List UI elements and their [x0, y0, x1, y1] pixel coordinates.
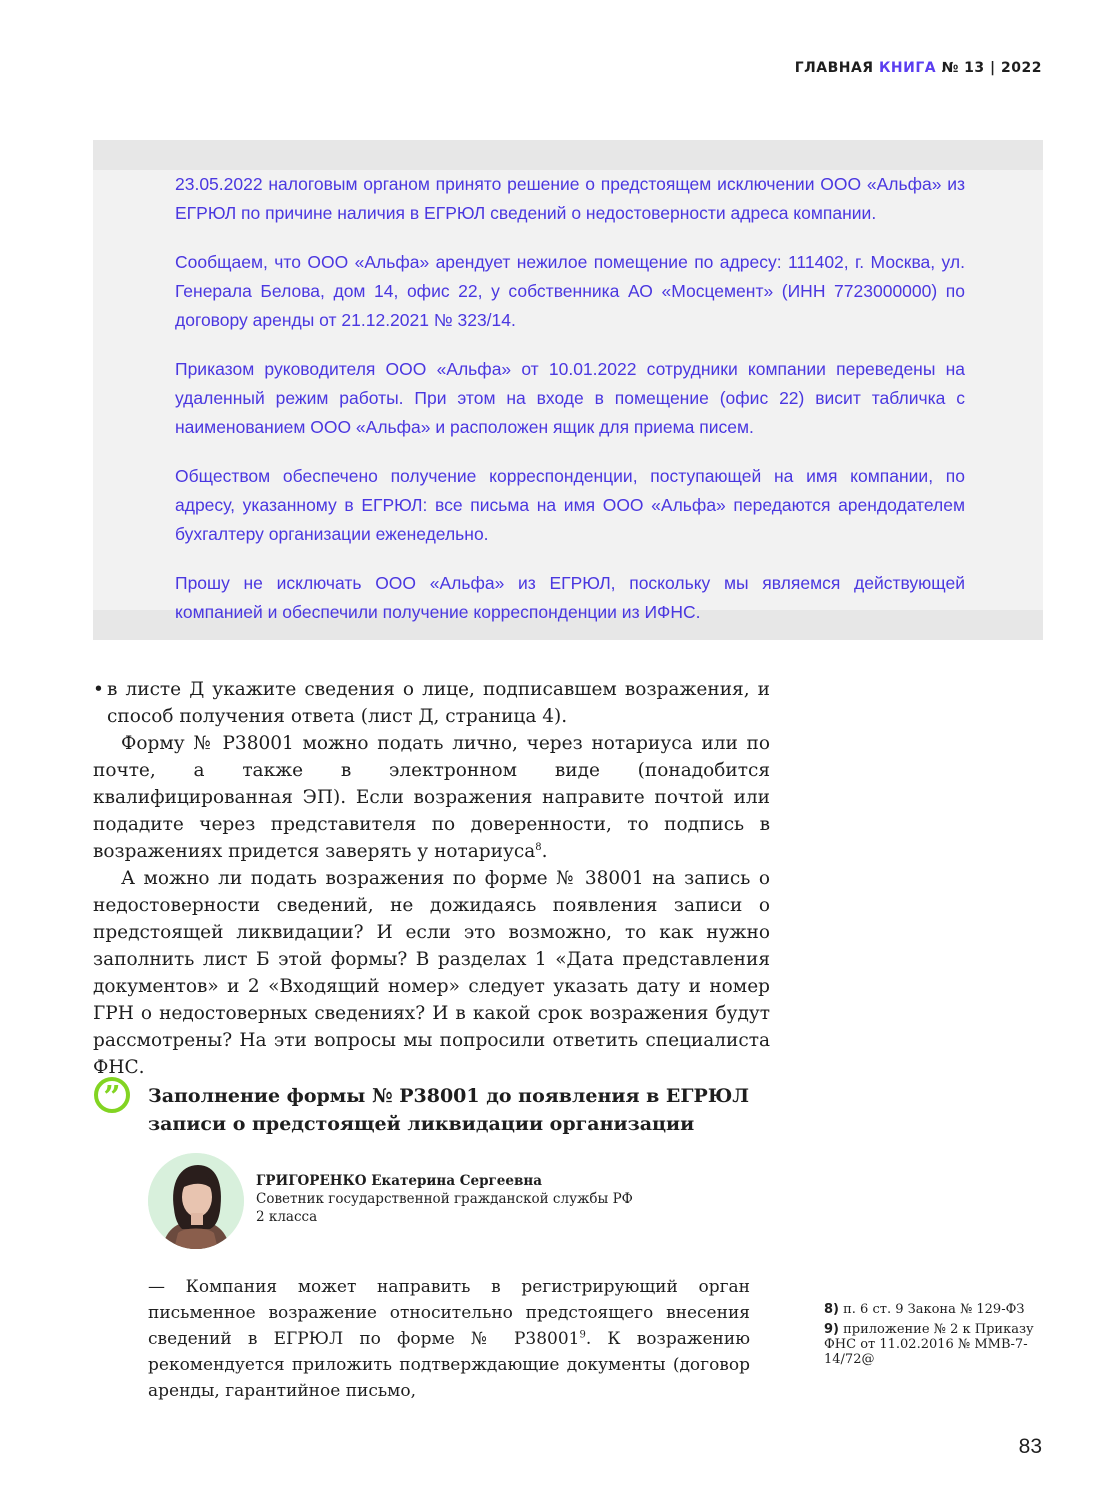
letter-paragraph: Сообщаем, что ООО «Альфа» арендует нежилое помещение по адресу: 111402, г. Москва, ул. Генерала Белова, дом 14, офис 22, у собственника АО «Мосцемент» (ИНН 7723000000) по договору аренды от 21.12.2021 № 323/14. — [175, 252, 965, 330]
answer-text-cont: . К возражению рекомендуется приложить подтверждающие документы (договор аренды, гарантийное письмо, — [148, 1329, 750, 1401]
quote-icon — [94, 1077, 130, 1113]
expert-info — [256, 1172, 676, 1226]
quote-glyph: ” — [103, 1080, 121, 1115]
expert-answer — [148, 1274, 750, 1404]
list-item — [93, 676, 770, 730]
footnote-item — [824, 1302, 1044, 1317]
letter-paragraph: Прошу не исключать ООО «Альфа» из ЕГРЮЛ, поскольку мы являемся действующей компанией и обеспечили получение корреспонденции из ИФНС. — [175, 573, 965, 622]
expert-title-rank: 2 класса — [256, 1209, 318, 1225]
expert-portrait — [148, 1153, 244, 1249]
letter-body — [175, 170, 965, 647]
letter-paragraph: Обществом обеспечено получение корреспонденции, поступающей на имя компании, по адресу, указанному в ЕГРЮЛ: все письма на имя ООО «Альфа» передаются арендодателем бухгалтеру организации еженедельно. — [175, 466, 965, 544]
header-title: ГЛАВНАЯ — [794, 60, 879, 76]
answer-text: — Компания может направить в регистрирующий орган письменное возражение относительно предстоящего внесения сведений в ЕГРЮЛ по форме № Р38001 — [148, 1277, 750, 1349]
footnotes — [824, 1302, 1044, 1372]
sample-letter-box — [93, 140, 1043, 640]
avatar — [148, 1153, 244, 1249]
section-heading: Заполнение формы № Р38001 до появления в ЕГРЮЛ записи о предстоящей ликвидации организации — [148, 1085, 750, 1135]
list-item-text: в листе Д укажите сведения о лице, подписавшем возражения, и способ получения ответа (лист Д, страница 4). — [107, 679, 770, 727]
paragraph-end: . — [541, 841, 548, 862]
expert-name: ГРИГОРЕНКО Екатерина Сергеевна — [256, 1173, 542, 1189]
page-number: 83 — [1018, 1435, 1042, 1458]
paragraph-text: Форму № Р38001 можно подать лично, через нотариуса или по почте, а также в электронном виде (понадобится квалифицированная ЭП). Если возражения направите почтой или подадите через представителя по доверенности, то подпись в возражениях придется заверять у нотариуса — [93, 733, 770, 862]
footnote-ref: 9 — [579, 1329, 586, 1341]
letter-paragraph: 23.05.2022 налоговым органом принято решение о предстоящем исключении ООО «Альфа» из ЕГРЮЛ по причине наличия в ЕГРЮЛ сведений о недостоверности адреса компании. — [175, 174, 965, 223]
footnote-ref: 8 — [535, 841, 542, 853]
answer-paragraph — [148, 1274, 750, 1404]
letter-paragraph: Приказом руководителя ООО «Альфа» от 10.01.2022 сотрудники компании переведены на удаленный режим работы. При этом на входе в помещение (офис 22) висит табличка с наименованием ООО «Альфа» и расположен ящик для приема писем. — [175, 359, 965, 437]
header-issue: № 13 | 2022 — [936, 60, 1042, 76]
bullet-icon: • — [93, 679, 104, 700]
letter-top-edge — [93, 140, 1043, 170]
header-title-accent: КНИГА — [878, 60, 937, 76]
footnote-number: 8) — [824, 1302, 839, 1317]
footnote-number: 9) — [824, 1322, 839, 1337]
article-paragraph — [93, 730, 770, 865]
expert-title: Советник государственной гражданской службы РФ — [256, 1191, 633, 1207]
footnote-item — [824, 1322, 1044, 1367]
article-paragraph: А можно ли подать возражения по форме № 38001 на запись о недостоверности сведений, не дожидаясь появления записи о предстоящей ликвидации? И если это возможно, то как нужно заполнить лист Б этой формы? В разделах 1 «Дата представления документов» и 2 «Входящий номер» следует указать дату и номер ГРН о недостоверных сведениях? И в какой срок возражения будут рассмотрены? На эти вопросы мы попросили ответить специалиста ФНС. — [93, 868, 770, 1078]
article-body — [93, 676, 770, 1081]
footnote-text: приложение № 2 к Приказу ФНС от 11.02.2016 № ММВ-7-14/72@ — [824, 1322, 1034, 1367]
magazine-header — [795, 60, 1042, 76]
footnote-text: п. 6 ст. 9 Закона № 129-ФЗ — [839, 1302, 1025, 1317]
